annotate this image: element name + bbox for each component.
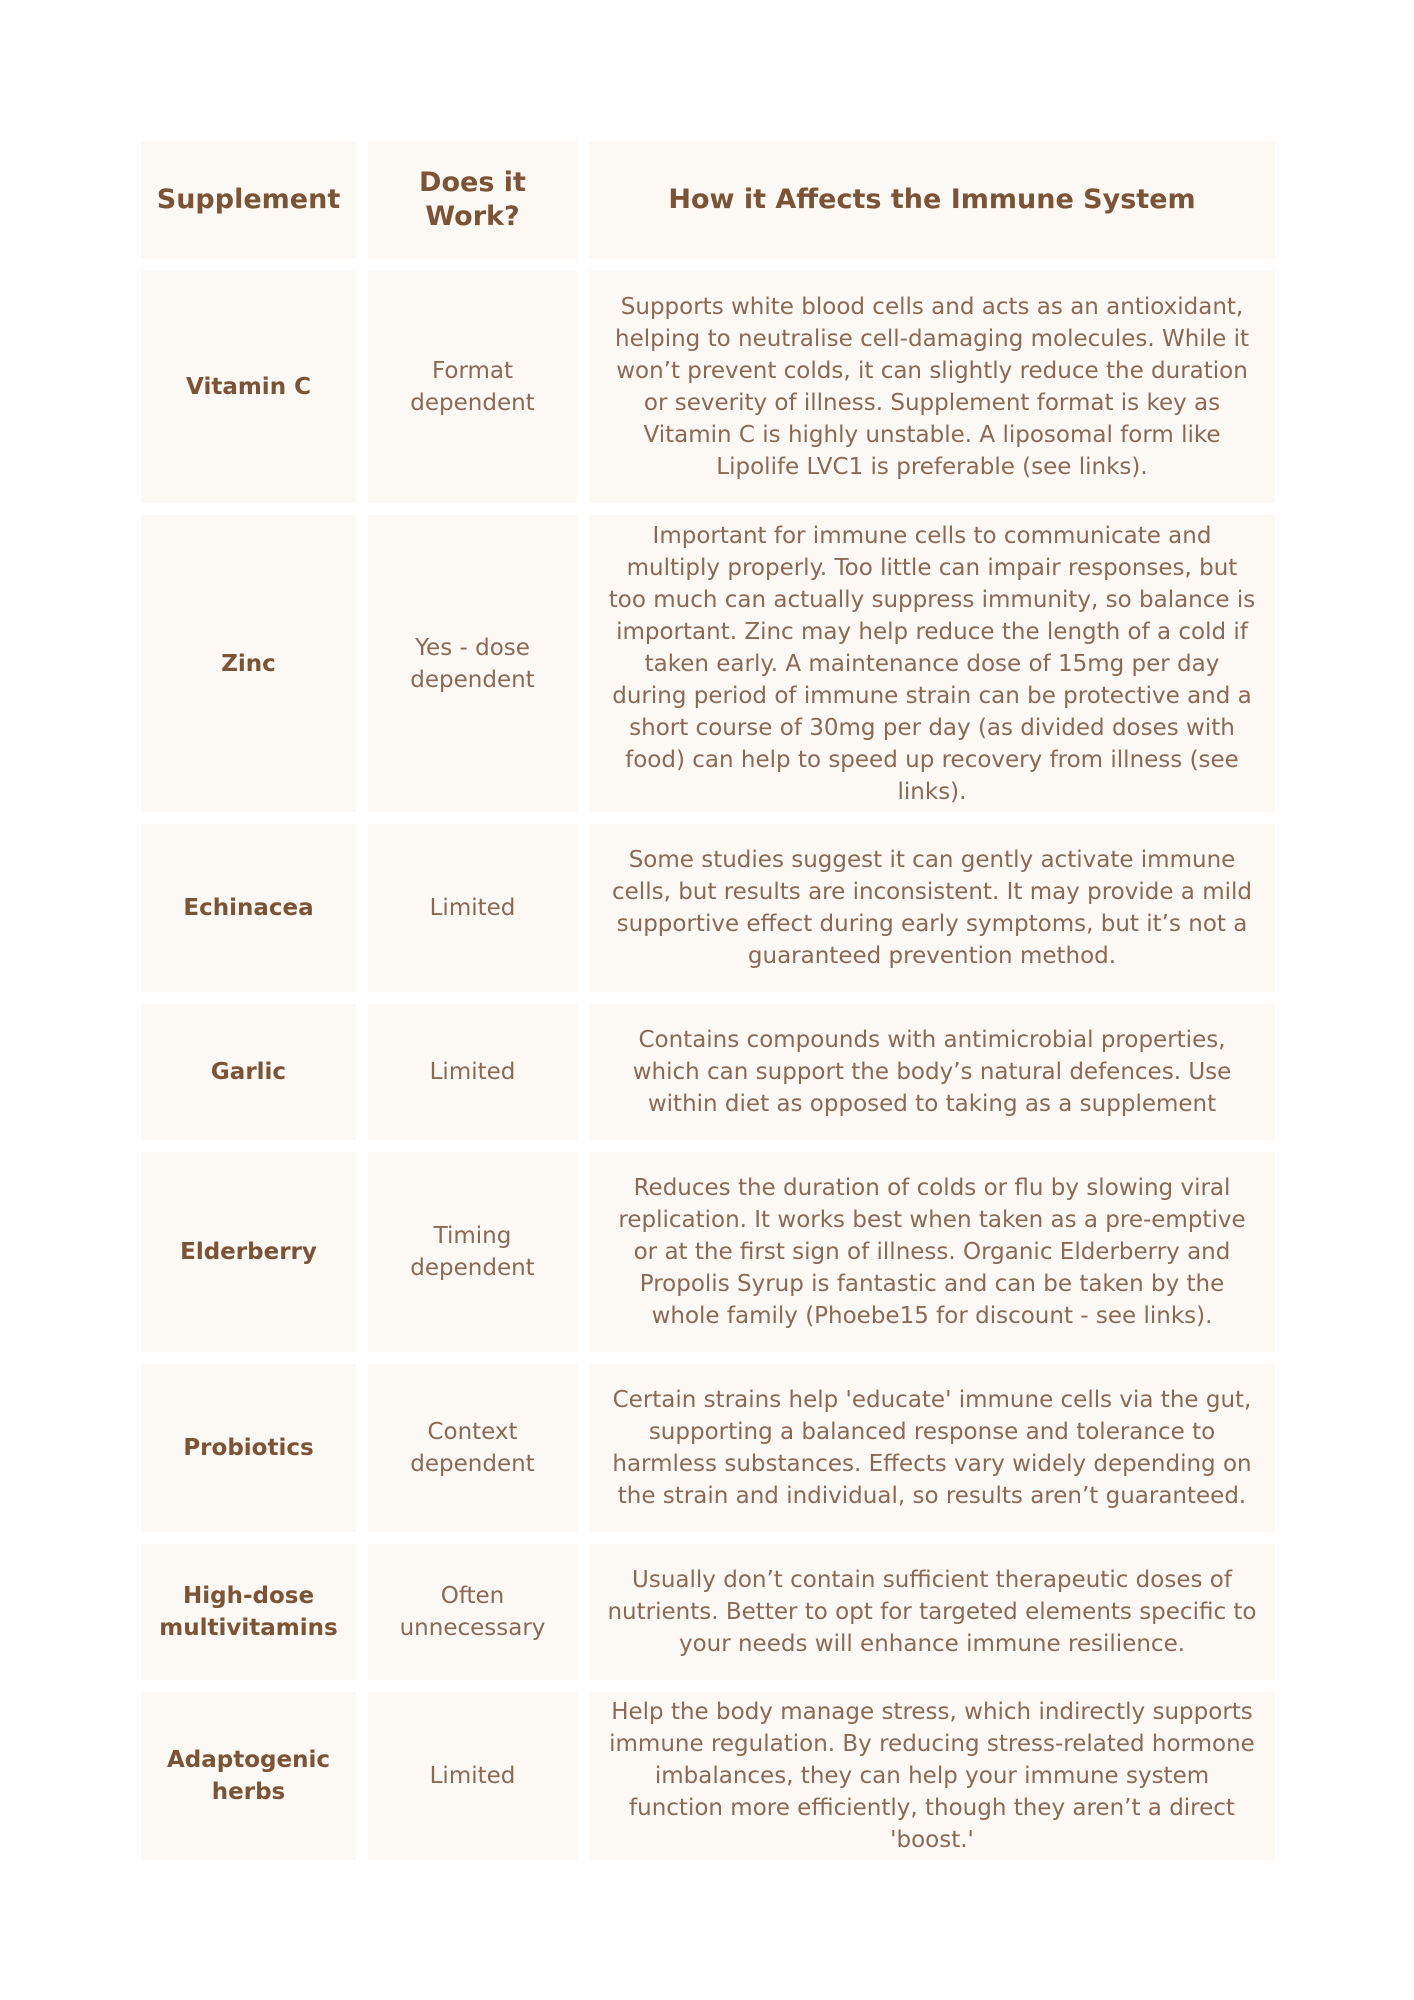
row-description: Supports white blood cells and acts as an antioxidant, helping to neutralise cell-damaging molecules. While it won’t prevent colds, it can slightly reduce the duration or severity of illness. Supplement format is key as Vitamin C is highly unstable. A liposomal form like Lipolife LVC1 is preferable (see links). [589,271,1275,503]
row-verdict: Timing dependent [368,1152,577,1352]
header-does-it-work: Does it Work? [368,141,577,259]
row-description: Certain strains help 'educate' immune cells via the gut, supporting a balanced response and tolerance to harmless substances. Effects vary widely depending on the strain and individual, so results aren’t guaranteed. [589,1364,1275,1532]
row-verdict: Context dependent [368,1364,577,1532]
row-verdict: Limited [368,1692,577,1860]
row-description: Reduces the duration of colds or flu by slowing viral replication. It works best when taken as a pre-emptive or at the first sign of illness. Organic Elderberry and Propolis Syrup is fantastic and can be taken by the whole family (Phoebe15 for discount - see links). [589,1152,1275,1352]
row-verdict: Format dependent [368,271,577,503]
supplement-table [141,141,1274,1860]
row-supplement-name: Probiotics [141,1364,356,1532]
row-verdict: Limited [368,824,577,992]
row-description: Contains compounds with antimicrobial properties, which can support the body’s natural defences. Use within diet as opposed to taking as a supplement [589,1004,1275,1140]
row-supplement-name: High-dose multivitamins [141,1544,356,1680]
header-supplement: Supplement [141,141,356,259]
row-supplement-name: Garlic [141,1004,356,1140]
row-verdict: Yes - dose dependent [368,515,577,812]
row-description: Help the body manage stress, which indirectly supports immune regulation. By reducing stress-related hormone imbalances, they can help your immune system function more efficiently, though they aren’t a direct 'boost.' [589,1692,1275,1860]
header-immune-effect: How it Affects the Immune System [589,141,1275,259]
row-verdict: Often unnecessary [368,1544,577,1680]
row-supplement-name: Zinc [141,515,356,812]
row-supplement-name: Echinacea [141,824,356,992]
row-supplement-name: Elderberry [141,1152,356,1352]
row-description: Important for immune cells to communicate and multiply properly. Too little can impair responses, but too much can actually suppress immunity, so balance is important. Zinc may help reduce the length of a cold if taken early. A maintenance dose of 15mg per day during period of immune strain can be protective and a short course of 30mg per day (as divided doses with food) can help to speed up recovery from illness (see links). [589,515,1275,812]
row-description: Usually don’t contain sufficient therapeutic doses of nutrients. Better to opt for targeted elements specific to your needs will enhance immune resilience. [589,1544,1275,1680]
row-supplement-name: Adaptogenic herbs [141,1692,356,1860]
row-verdict: Limited [368,1004,577,1140]
row-supplement-name: Vitamin C [141,271,356,503]
row-description: Some studies suggest it can gently activate immune cells, but results are inconsistent. It may provide a mild supportive effect during early symptoms, but it’s not a guaranteed prevention method. [589,824,1275,992]
